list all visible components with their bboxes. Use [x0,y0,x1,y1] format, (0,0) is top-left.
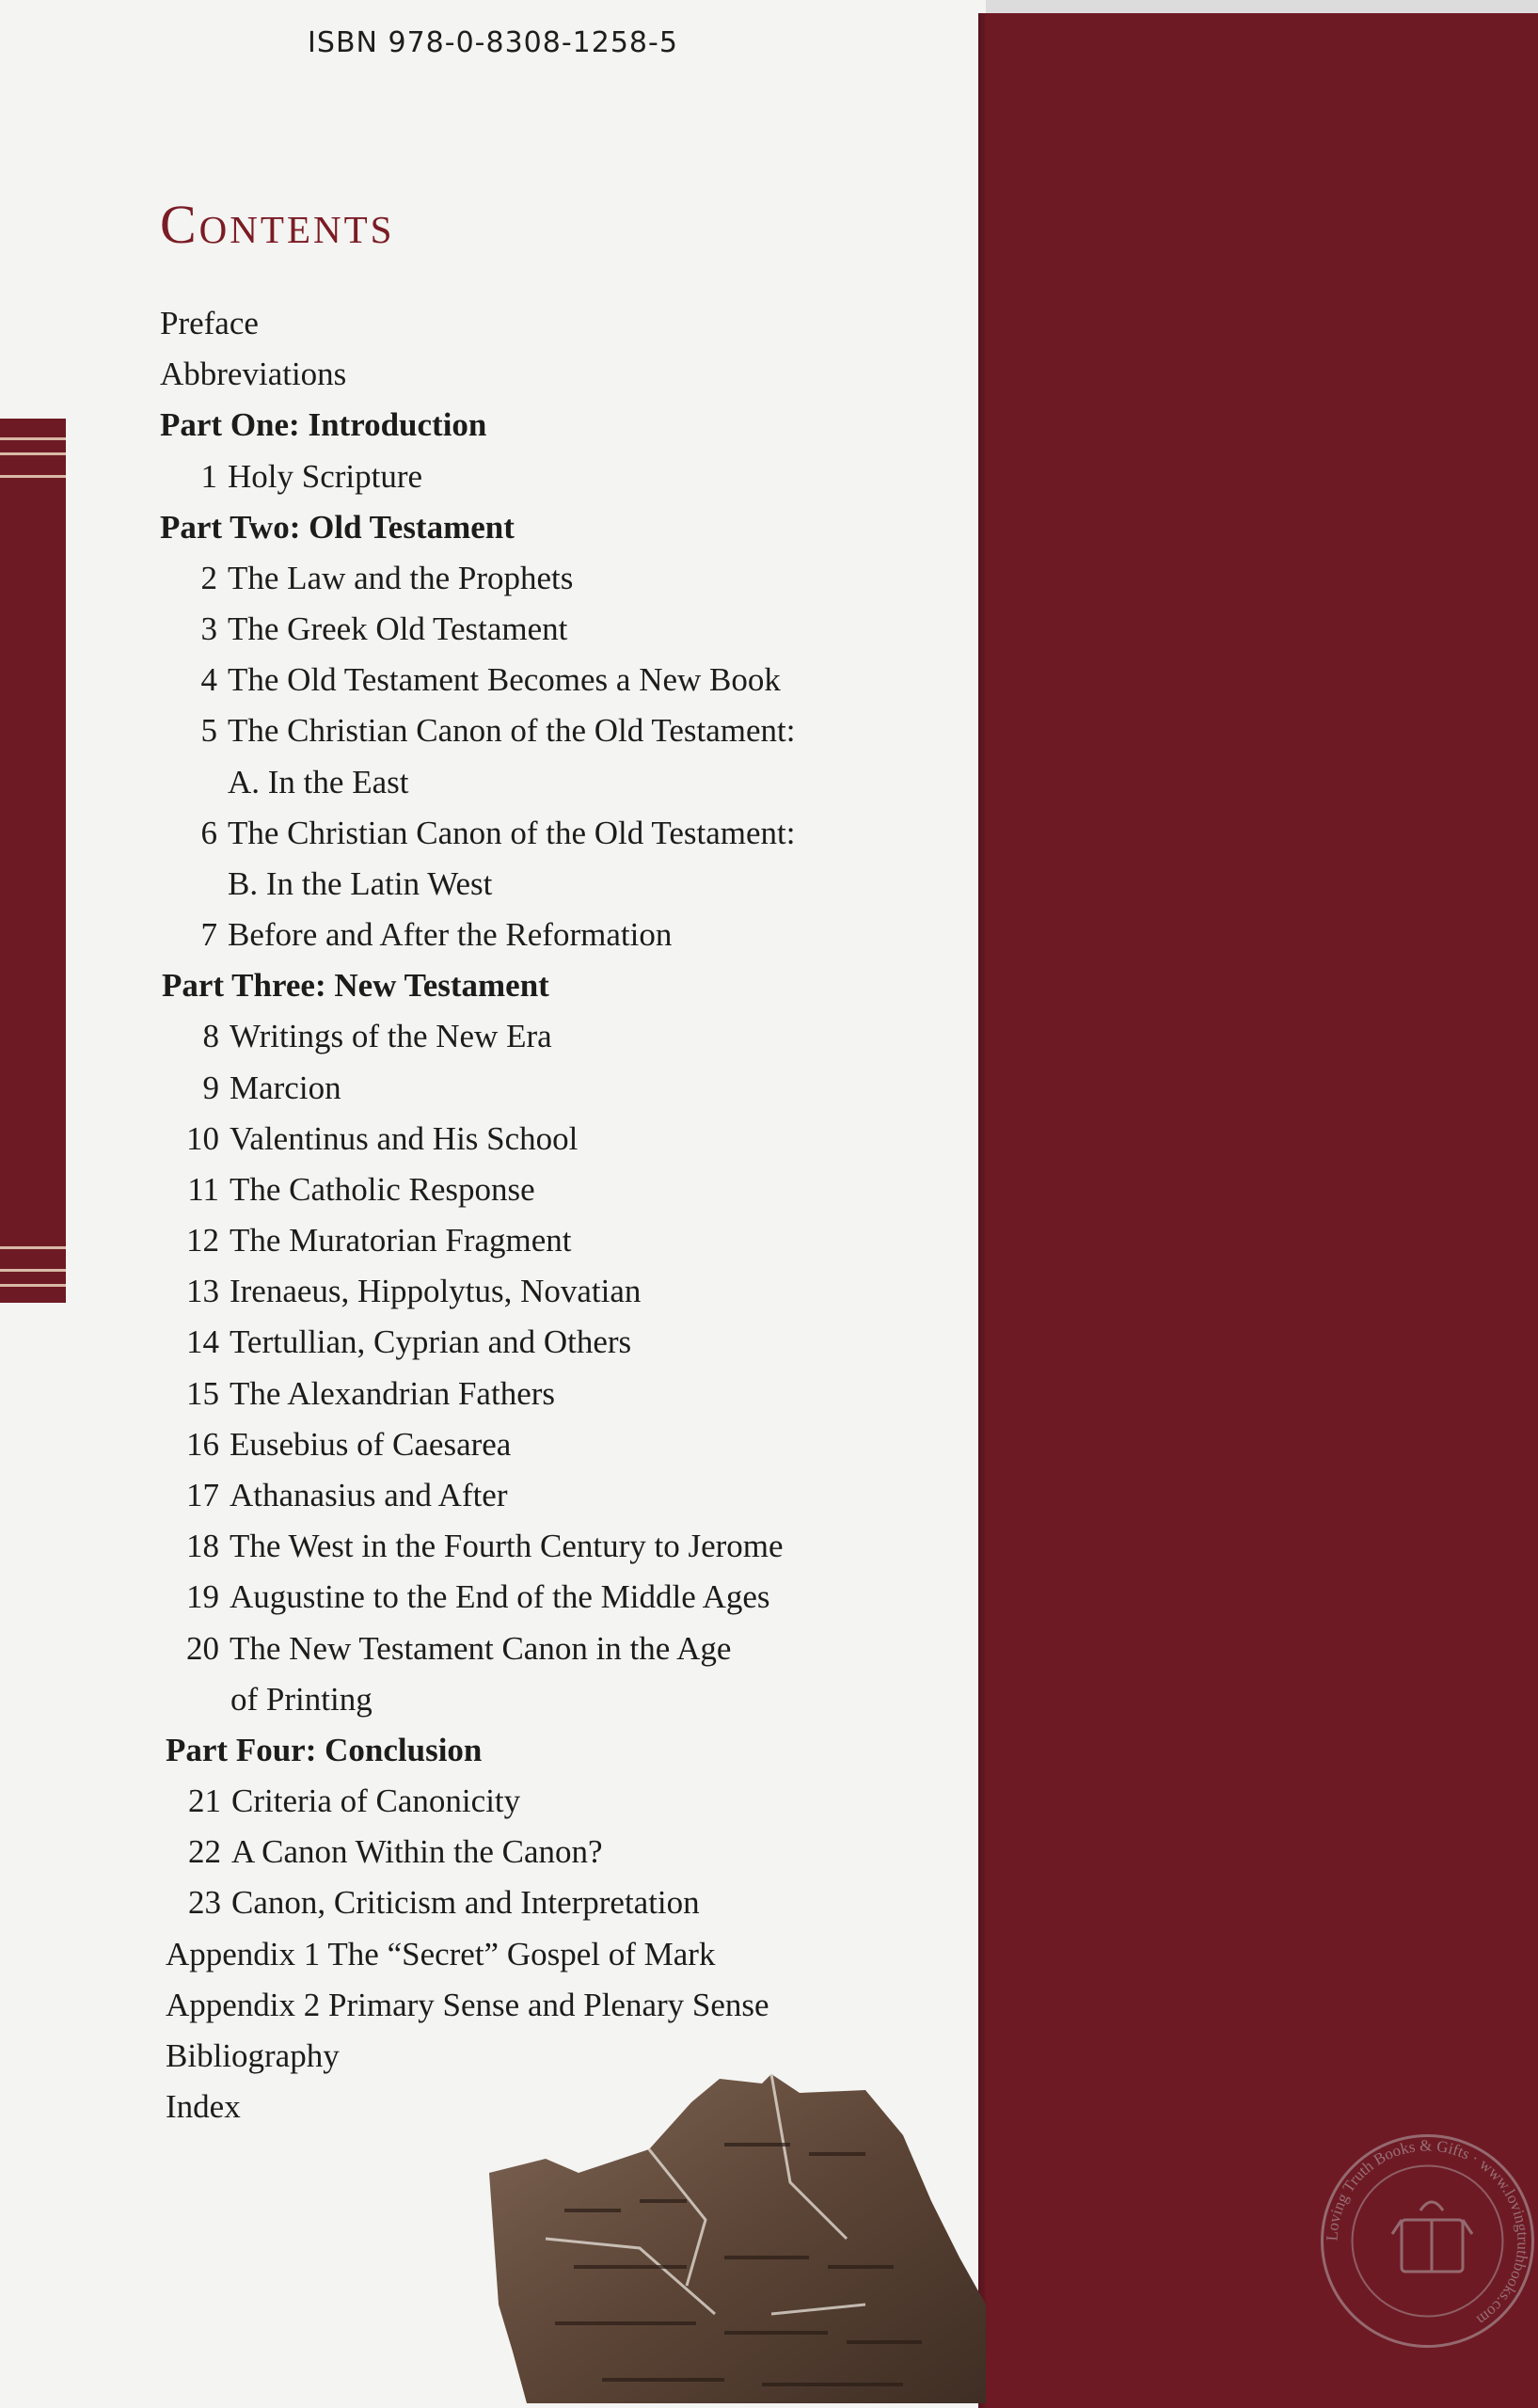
chapter-number: 2 [200,560,217,596]
isbn-text: ISBN 978-0-8308-1258-5 [308,26,678,59]
chapter-title: Criteria of Canonicity [231,1782,521,1819]
toc-part-three[interactable]: Part Three: New Testament [162,967,549,1004]
chapter-number: 21 [188,1782,221,1819]
chapter-title: Before and After the Reformation [228,916,673,953]
toc-appendix-1[interactable]: Appendix 1 The “Secret” Gospel of Mark [166,1936,716,1972]
toc-chapter-8[interactable] [176,1020,552,1053]
toc-bibliography[interactable]: Bibliography [166,2037,340,2074]
toc-chapter-10[interactable] [176,1122,578,1155]
band-rule [0,475,66,478]
chapter-number: 5 [200,712,217,749]
chapter-number: 10 [186,1120,219,1157]
toc-chapter-5-continued[interactable]: A. In the East [228,764,409,800]
chapter-title: The West in the Fourth Century to Jerome [230,1528,784,1564]
chapter-number: 18 [186,1528,219,1564]
chapter-title: The Law and the Prophets [228,560,574,596]
chapter-number: 13 [186,1273,219,1309]
toc-part-one[interactable]: Part One: Introduction [160,406,487,443]
band-rule [0,1284,66,1287]
chapter-title: The Old Testament Becomes a New Book [228,661,781,698]
band-rule [0,437,66,440]
toc-chapter-21[interactable] [178,1784,520,1817]
contents-title: Contents [160,194,395,255]
toc-chapter-12[interactable] [176,1224,572,1257]
toc-chapter-13[interactable] [176,1275,641,1307]
chapter-title: The Alexandrian Fathers [230,1375,556,1412]
toc-chapter-14[interactable] [176,1325,631,1358]
chapter-number: 4 [200,661,217,698]
band-rule [0,1269,66,1272]
chapter-number: 6 [200,815,217,851]
toc-chapter-20-continued[interactable]: of Printing [230,1681,373,1718]
chapter-number: 19 [186,1578,219,1615]
chapter-title: Writings of the New Era [230,1018,552,1054]
toc-abbreviations[interactable]: Abbreviations [160,356,347,392]
chapter-title: A Canon Within the Canon? [231,1833,603,1870]
chapter-number: 14 [186,1323,219,1360]
chapter-title: Canon, Criticism and Interpretation [231,1884,700,1921]
chapter-title: Augustine to the End of the Middle Ages [230,1578,770,1615]
toc-preface[interactable]: Preface [160,305,259,341]
toc-chapter-2[interactable] [174,562,573,594]
toc-chapter-6-continued[interactable]: B. In the Latin West [228,865,493,902]
chapter-number: 23 [188,1884,221,1921]
toc-index[interactable]: Index [166,2088,241,2125]
toc-chapter-16[interactable] [176,1428,511,1461]
chapter-title: Valentinus and His School [230,1120,579,1157]
chapter-number: 16 [186,1426,219,1463]
stamp-text: Loving Truth Books & Gifts · www.lovingtruthbooks.com [1323,2136,1532,2329]
chapter-number: 20 [186,1630,219,1667]
chapter-title: Eusebius of Caesarea [230,1426,512,1463]
toc-chapter-23[interactable] [178,1886,700,1919]
chapter-number: 8 [202,1018,219,1054]
toc-chapter-18[interactable] [176,1529,784,1562]
chapter-number: 9 [202,1069,219,1106]
chapter-number: 12 [186,1222,219,1259]
toc-part-four[interactable]: Part Four: Conclusion [166,1732,483,1768]
toc-chapter-5[interactable] [174,714,795,747]
toc-chapter-22[interactable] [178,1835,603,1868]
manuscript-fragment-image [489,2069,986,2403]
band-rule [0,1246,66,1249]
chapter-title: The Catholic Response [230,1171,535,1208]
chapter-number: 11 [187,1171,219,1208]
toc-chapter-1[interactable] [174,460,422,493]
toc-chapter-19[interactable] [176,1580,770,1613]
chapter-title: The Greek Old Testament [228,610,568,647]
toc-chapter-9[interactable] [176,1071,341,1104]
chapter-title: The Christian Canon of the Old Testament: [228,712,796,749]
chapter-title: The Muratorian Fragment [230,1222,572,1259]
chapter-title: The New Testament Canon in the Age [230,1630,732,1667]
toc-appendix-2[interactable]: Appendix 2 Primary Sense and Plenary Sense [166,1987,769,2023]
chapter-number: 22 [188,1833,221,1870]
chapter-number: 15 [186,1375,219,1412]
chapter-title: Irenaeus, Hippolytus, Novatian [230,1273,642,1309]
chapter-title: The Christian Canon of the Old Testament: [228,815,796,851]
toc-chapter-6[interactable] [174,816,795,849]
toc-chapter-4[interactable] [174,663,781,696]
chapter-title: Tertullian, Cyprian and Others [230,1323,632,1360]
toc-chapter-3[interactable] [174,612,567,645]
bookstore-stamp-logo [1317,2131,1538,2352]
spine-band [0,419,66,1303]
toc-chapter-11[interactable] [176,1173,535,1206]
chapter-number: 3 [200,610,217,647]
toc-chapter-7[interactable] [174,918,672,951]
chapter-title: Marcion [230,1069,341,1106]
toc-chapter-20[interactable] [176,1632,731,1665]
maroon-cover-panel [978,13,1538,2408]
toc-chapter-15[interactable] [176,1377,555,1410]
band-rule [0,452,66,455]
toc-part-two[interactable]: Part Two: Old Testament [160,509,515,546]
chapter-title: Holy Scripture [228,458,423,495]
chapter-number: 17 [186,1477,219,1513]
chapter-title: Athanasius and After [230,1477,508,1513]
toc-chapter-17[interactable] [176,1479,507,1512]
chapter-number: 1 [200,458,217,495]
chapter-number: 7 [200,916,217,953]
